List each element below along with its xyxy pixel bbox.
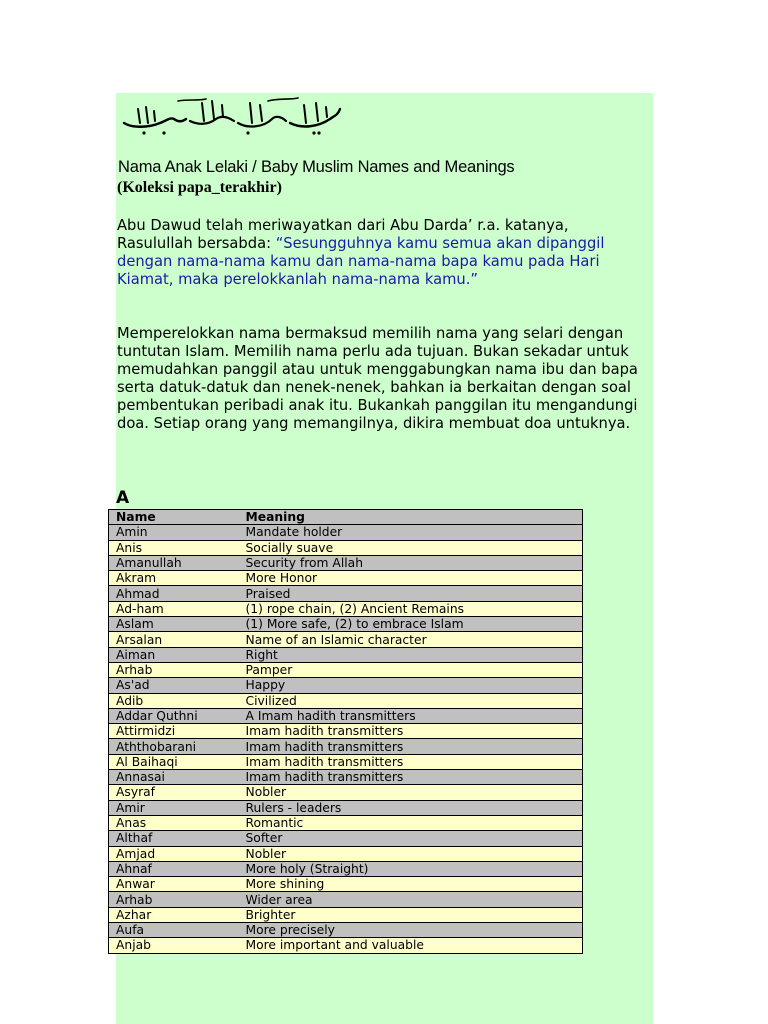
meaning-cell: Romantic	[239, 815, 583, 830]
name-cell: Anas	[109, 815, 239, 830]
table-row	[109, 586, 583, 601]
meaning-cell: Imam hadith transmitters	[239, 770, 583, 785]
section-letter: A	[116, 488, 130, 508]
name-cell: As'ad	[109, 678, 239, 693]
table-row	[109, 739, 583, 754]
meaning-cell: Civilized	[239, 693, 583, 708]
meaning-cell: More shining	[239, 877, 583, 892]
name-cell: Aslam	[109, 617, 239, 632]
page-title: Nama Anak Lelaki / Baby Muslim Names and Meanings	[118, 158, 515, 176]
meaning-cell: Name of an Islamic character	[239, 632, 583, 647]
name-cell: Arhab	[109, 662, 239, 677]
meaning-cell: A Imam hadith transmitters	[239, 708, 583, 723]
meaning-cell: Softer	[239, 831, 583, 846]
page-subtitle: (Koleksi papa_terakhir)	[117, 179, 282, 196]
meaning-cell: Brighter	[239, 907, 583, 922]
table-row	[109, 555, 583, 570]
meaning-cell: Right	[239, 647, 583, 662]
name-cell: Attirmidzi	[109, 724, 239, 739]
meaning-cell: Imam hadith transmitters	[239, 739, 583, 754]
hadith-quote: “Sesungguhnya kamu semua akan dipanggil dengan nama-nama kamu dan nama-nama bapa kamu pada Hari Kiamat, maka perelokkanlah nama-nama kamu.”	[117, 235, 605, 288]
explanation-paragraph: Memperelokkan nama bermaksud memilih nama yang selari dengan tuntutan Islam. Memilih nama perlu ada tujuan. Bukan sekadar untuk memudahkan panggil atau untuk menggabungkan nama ibu dan bapa serta datuk-datuk dan nenek-nenek, bahkan ia berkaitan dengan soal pembentukan peribadi anak itu. Bukankah panggilan itu mengandungi doa. Setiap orang yang memangilnya, dikira membuat doa untuknya.	[117, 325, 638, 432]
table-row	[109, 846, 583, 861]
table-row	[109, 938, 583, 953]
table-row	[109, 693, 583, 708]
table-row	[109, 892, 583, 907]
name-cell: Amin	[109, 525, 239, 540]
meaning-cell: More precisely	[239, 923, 583, 938]
meaning-cell: Imam hadith transmitters	[239, 754, 583, 769]
name-cell: Annasai	[109, 770, 239, 785]
meaning-cell: Wider area	[239, 892, 583, 907]
column-header-meaning: Meaning	[239, 510, 583, 525]
name-cell: Aufa	[109, 923, 239, 938]
name-cell: Azhar	[109, 907, 239, 922]
meaning-cell: Socially suave	[239, 540, 583, 555]
meaning-cell: Mandate holder	[239, 525, 583, 540]
names-table	[108, 509, 583, 954]
meaning-cell: Imam hadith transmitters	[239, 724, 583, 739]
column-header-name: Name	[109, 510, 239, 525]
table-row	[109, 923, 583, 938]
name-cell: Asyraf	[109, 785, 239, 800]
table-row	[109, 785, 583, 800]
meaning-cell: Pamper	[239, 662, 583, 677]
hadith-paragraph	[117, 217, 647, 289]
table-row	[109, 724, 583, 739]
table-row	[109, 617, 583, 632]
name-cell: Amanullah	[109, 555, 239, 570]
name-cell: Althaf	[109, 831, 239, 846]
meaning-cell: Praised	[239, 586, 583, 601]
table-row	[109, 708, 583, 723]
table-row	[109, 632, 583, 647]
table-row	[109, 662, 583, 677]
table-row	[109, 907, 583, 922]
hadith-intro-text: Abu Dawud telah meriwayatkan dari Abu Darda’ r.a. katanya, Rasulullah bersabda:	[117, 217, 569, 252]
meaning-cell: Nobler	[239, 785, 583, 800]
table-row	[109, 571, 583, 586]
table-row	[109, 800, 583, 815]
table-row	[109, 754, 583, 769]
meaning-cell: (1) More safe, (2) to embrace Islam	[239, 617, 583, 632]
name-cell: Anis	[109, 540, 239, 555]
table-header-row	[109, 510, 583, 525]
name-cell: Arsalan	[109, 632, 239, 647]
table-row	[109, 647, 583, 662]
meaning-cell: More holy (Straight)	[239, 861, 583, 876]
meaning-cell: More important and valuable	[239, 938, 583, 953]
meaning-cell: (1) rope chain, (2) Ancient Remains	[239, 601, 583, 616]
name-cell: Adib	[109, 693, 239, 708]
names-table-body	[109, 525, 583, 953]
table-row	[109, 831, 583, 846]
name-cell: Ahmad	[109, 586, 239, 601]
table-row	[109, 678, 583, 693]
name-cell: Amjad	[109, 846, 239, 861]
table-row	[109, 770, 583, 785]
name-cell: Anjab	[109, 938, 239, 953]
name-cell: Anwar	[109, 877, 239, 892]
name-cell: Addar Quthni	[109, 708, 239, 723]
meaning-cell: Security from Allah	[239, 555, 583, 570]
table-row	[109, 815, 583, 830]
name-cell: Al Baihaqi	[109, 754, 239, 769]
meaning-cell: Nobler	[239, 846, 583, 861]
name-cell: Aththobarani	[109, 739, 239, 754]
name-cell: Akram	[109, 571, 239, 586]
name-cell: Ad-ham	[109, 601, 239, 616]
table-row	[109, 861, 583, 876]
name-cell: Aiman	[109, 647, 239, 662]
name-cell: Amir	[109, 800, 239, 815]
table-row	[109, 540, 583, 555]
meaning-cell: Happy	[239, 678, 583, 693]
name-cell: Ahnaf	[109, 861, 239, 876]
meaning-cell: More Honor	[239, 571, 583, 586]
table-row	[109, 525, 583, 540]
table-row	[109, 877, 583, 892]
meaning-cell: Rulers - leaders	[239, 800, 583, 815]
name-cell: Arhab	[109, 892, 239, 907]
table-row	[109, 601, 583, 616]
bismillah-calligraphy	[118, 95, 344, 137]
